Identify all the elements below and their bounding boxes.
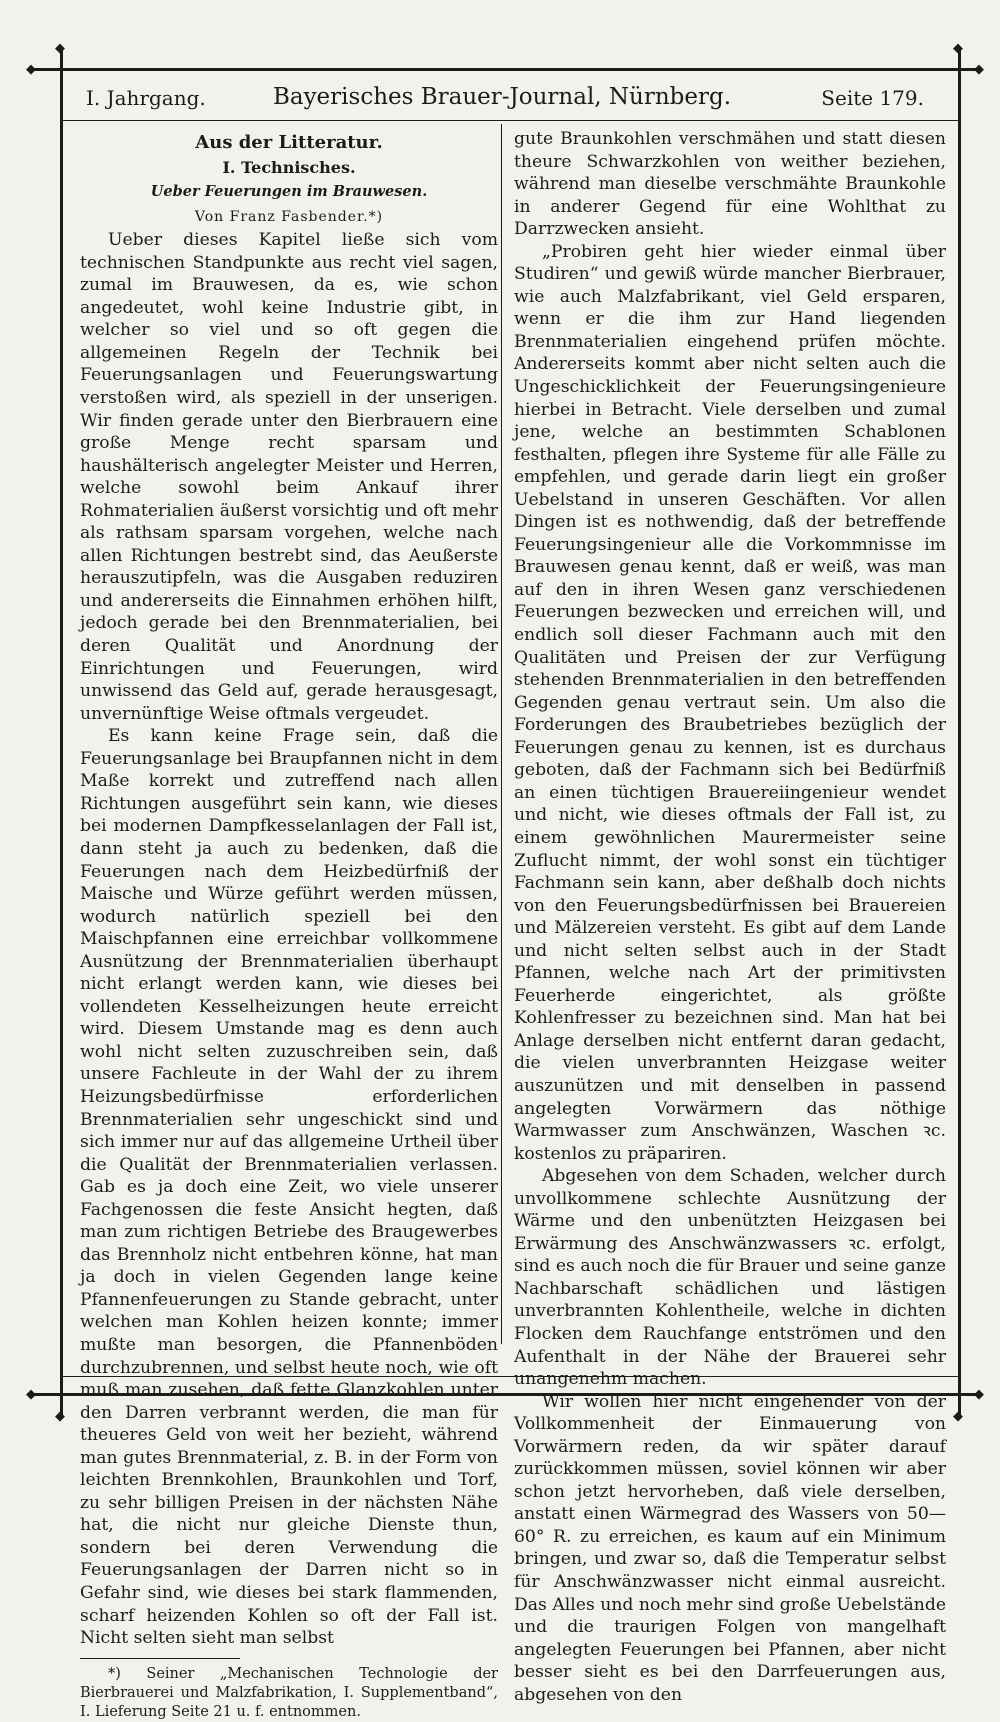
corner-ornament-icon: ◆ bbox=[26, 1387, 36, 1402]
header-rule bbox=[62, 120, 958, 121]
column-divider bbox=[501, 124, 502, 1344]
section-title: Aus der Litteratur. bbox=[195, 132, 383, 153]
paragraph: gute Braunkohlen verschmähen und statt diesen theure Schwarzkohlen von weither beziehen, während man dieselbe verschmähte Braunkohle in anderer Gegend für eine Wohlthat zu Darrzwecken ansieht. bbox=[514, 129, 946, 240]
right-border bbox=[958, 48, 961, 1416]
paragraph: „Probiren geht hier wieder einmal über Studiren“ und gewiß würde mancher Bierbrauer, wie auch Malzfabrikant, viel Geld ersparen, wenn er die ihm zur Hand liegenden Brennmaterialien eingehend prüfen möchte. Andererseits kommt aber nicht selten auch die Ungeschicklichkeit der Feuerungsingenieure hierbei in Betracht. Viele derselben und zumal jene, welche an bestimmten Schablonen festhalten, pflegen ihre Systeme für alle Fälle zu empfehlen, und gerade darin liegt ein großer Uebelstand in unseren Geschäften. Vor allen Dingen ist es nothwendig, daß der betreffende Feuerungsingenieur alle die Vorkommnisse im Brauwesen genau kennt, daß er weiß, was man auf den in ihren Wesen ganz verschiedenen Feuerungen bezwecken und erreichen will, und endlich soll dieser Fachmann auch mit den Qualitäten und Preisen der zur Verfügung stehenden Brennmaterialien in den betreffenden Gegenden genau vertraut sein. Um also die Forderungen des Braubetriebes bezüglich der Feuerungen genau zu kennen, ist es durchaus geboten, daß der Fachmann sich bei Bedürfniß an einen tüchtigen Brauereiingenieur wendet und nicht, wie dieses oftmals der Fall ist, zu einem gewöhnlichen Maurermeister seine Zuflucht nimmt, der wohl sonst ein tüchtiger Fachmann sein kann, aber deßhalb doch nichts von den Feuerungsbedürfnissen bei Brauereien und Mälzereien versteht. Es gibt auf dem Lande und nicht selten selbst auch in der Stadt Pfannen, welche nach Art der primitivsten Feuerherde eingerichtet, als größte Kohlenfresser zu bezeichnen sind. Man hat bei Anlage derselben nicht entfernt daran gedacht, die vielen unverbrannten Heizgase weiter auszunützen und mit denselben in passend angelegten Vorwärmern das nöthige Warmwasser zum Anschwänzen, Waschen ꝛc. kostenlos zu präpariren. bbox=[514, 241, 946, 1164]
footnote-rule bbox=[80, 1658, 240, 1659]
corner-ornament-icon: ◆ bbox=[26, 62, 36, 77]
top-border bbox=[32, 68, 982, 71]
left-border bbox=[60, 48, 63, 1416]
corner-ornament-icon: ◆ bbox=[974, 1387, 984, 1402]
journal-title: Bayerisches Brauer-Journal, Nürnberg. bbox=[272, 84, 732, 110]
paragraph: Ueber dieses Kapitel ließe sich vom technischen Standpunkte aus recht viel sagen, zumal im Brauwesen, da es, wie schon angedeutet, wohl keine Industrie gibt, in welcher so viel und so oft gegen die allgemeinen Regeln der Technik bei Feuerungsanlagen und Feuerungswartung verstoßen wird, als speziell in der unserigen. Wir finden gerade unter den Bierbrauern eine große Menge recht sparsam und haushälterisch angelegter Meister und Herren, welche sowohl beim Ankauf ihrer Rohmaterialien äußerst vorsichtig und oft mehr als rathsam sparsam vorgehen, welche nach allen Richtungen bestrebt sind, das Aeußerste herauszutipfeln, was die Ausgaben reduziren und andererseits die Einnahmen erhöhen hilft, jedoch gerade bei den Brennmaterialien, bei deren Qualität und Anordnung der Einrichtungen und Feuerungen, wird unwissend das Geld auf, gerade herausgesagt, unvernünftige Weise oftmals vergeudet. bbox=[80, 230, 498, 724]
paragraph: Es kann keine Frage sein, daß die Feuerungsanlage bei Braupfannen nicht in dem Maße korrekt und zutreffend nach allen Richtungen ausgeführt sein kann, wie dieses bei modernen Dampfkesselanlagen der Fall ist, dann steht ja auch zu bedenken, daß die Feuerungen nach dem Heizbedürfniß der Maische und Würze geführt werden müssen, wodurch natürlich speziell bei den Maischpfannen eine erreichbar vollkommene Ausnützung der Brennmaterialien überhaupt nicht erlangt werden kann, wie dieses bei vollendeten Kesselheizungen heute erreicht wird. Diesem Umstande mag es denn auch wohl nicht selten zuzuschreiben sein, daß unsere Fachleute in der Wahl der zu ihrem Heizungsbedürfnisse erforderlichen Brennmaterialien sehr ungeschickt sind und sich immer nur auf das allgemeine Urtheil über die Qualität der Brennmaterialien verlassen. Gab es ja doch eine Zeit, wo viele unserer Fachgenossen die feste Ansicht hegten, daß man zum richtigen Betriebe des Braugewerbes das Brennholz nicht entbehren könne, hat man ja doch in vielen Gegenden lange keine Pfannenfeuerungen zu Stande gebracht, unter welchen man Kohlen heizen konnte; immer mußte man besorgen, die Pfannenböden durchzubrennen, und selbst heute noch, wie oft muß man zusehen, daß fette Glanzkohlen unter den Darren verbrannt werden, die man für theueres Geld von weit her bezieht, während man gutes Brennmaterial, z. B. in der Form von leichten Brennkohlen, Braunkohlen und Torf, zu sehr billigen Preisen in der nächsten Nähe hat, die nicht nur gleiche Dienste thun, sondern bei deren Verwendung die Feuerungsanlagen der Darren nicht so in Gefahr sind, wie dieses bei stark flammenden, scharf heizenden Kohlen so oft der Fall ist. Nicht selten sieht man selbst bbox=[80, 726, 498, 1649]
left-column bbox=[80, 128, 498, 1722]
corner-ornament-icon: ◆ bbox=[974, 62, 984, 77]
corner-ornament-icon: ◆ bbox=[953, 41, 963, 56]
paragraph: Abgesehen von dem Schaden, welcher durch unvollkommene schlechte Ausnützung der Wärme und den unbenützten Heizgasen bei Erwärmung des Anschwänzwassers ꝛc. erfolgt, sind es auch noch die für Brauer und seine ganze Nachbarschaft schädlichen und lästigen unverbrannten Kohlentheile, welche in dichten Flocken dem Rauchfange entströmen und den Aufenthalt in der Nähe der Brauerei sehr unangenehm machen. bbox=[514, 1166, 946, 1390]
category-heading: I. Technisches. bbox=[222, 157, 356, 177]
author-line: Von Franz Fasbender.*) bbox=[194, 208, 384, 225]
corner-ornament-icon: ◆ bbox=[55, 41, 65, 56]
volume-label: I. Jahrgang. bbox=[86, 86, 206, 110]
page-number: Seite 179. bbox=[821, 86, 924, 110]
footnote: *) Seiner „Mechanischen Technologie der Bierbrauerei und Malzfabrikation, I. Supplementband“, I. Lieferung Seite 21 u. f. entnommen. bbox=[80, 1665, 498, 1720]
running-header bbox=[62, 84, 942, 114]
right-column bbox=[514, 128, 946, 1706]
article-title: Ueber Feuerungen im Brauwesen. bbox=[150, 183, 428, 201]
corner-ornament-icon: ◆ bbox=[953, 1409, 963, 1424]
corner-ornament-icon: ◆ bbox=[55, 1409, 65, 1424]
paragraph: Wir wollen hier nicht eingehender von der Vollkommenheit der Einmauerung von Vorwärmern reden, da wir später darauf zurückkommen müssen, soviel können wir aber schon jetzt hervorheben, daß viele derselben, anstatt einen Wärmegrad des Wassers von 50—60° R. zu erreichen, es kaum auf ein Minimum bringen, und zwar so, daß die Temperatur selbst für Anschwänzwasser nicht einmal ausreicht. Das Alles und noch mehr sind große Uebelstände und die traurigen Folgen von mangelhaft angelegten Feuerungen bei Pfannen, aber nicht besser sieht es bei den Darrfeuerungen aus, abgesehen von den bbox=[514, 1391, 946, 1705]
